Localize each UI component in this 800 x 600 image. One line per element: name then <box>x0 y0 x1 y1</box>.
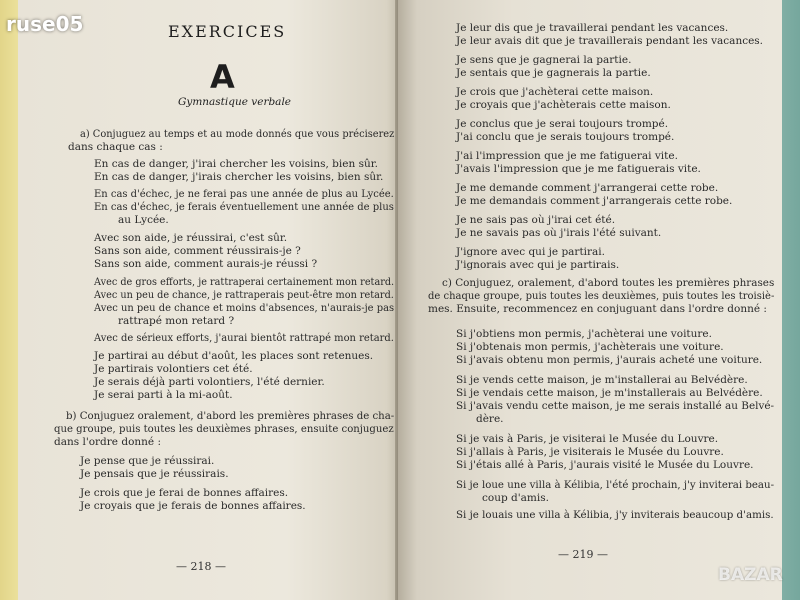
text-line: J'avais l'impression que je me fatiguerais vite. <box>456 163 701 175</box>
text-line: dère. <box>476 413 504 425</box>
text-line: Avec un peu de chance, je rattraperais peut-être mon retard. <box>94 289 394 301</box>
text-line: J'ignore avec qui je partirai. <box>456 246 605 258</box>
text-line: Je partirais volontiers cet été. <box>94 363 253 375</box>
text-line: Je croyais que je ferais de bonnes affaires. <box>80 500 306 512</box>
text-line: Si je vendais cette maison, je m'installerais au Belvédère. <box>456 387 763 399</box>
text-line: c) Conjuguez, oralement, d'abord toutes les premières phrases <box>442 277 775 289</box>
text-line: dans l'ordre donné : <box>54 436 162 448</box>
text-line: Je leur avais dit que je travaillerais pendant les vacances. <box>456 35 764 47</box>
text-line: Je croyais que j'achèterais cette maison. <box>456 99 671 111</box>
text-line: Je crois que je ferai de bonnes affaires. <box>80 487 289 499</box>
page-number: — 218 — <box>176 560 226 573</box>
text-line: En cas de danger, j'irais chercher les voisins, bien sûr. <box>94 171 384 183</box>
text-line: de chaque groupe, puis toutes les deuxièmes, puis toutes les troisiè- <box>428 290 775 302</box>
text-line: Je conclus que je serai toujours trompé. <box>456 118 669 130</box>
text-line: Je serai parti à la mi-août. <box>94 389 233 401</box>
section-subtitle: Gymnastique verbale <box>178 96 292 108</box>
page-title: EXERCICES <box>168 22 287 41</box>
text-line: Avec de gros efforts, je rattraperai certainement mon retard. <box>94 276 395 288</box>
text-line: Je me demande comment j'arrangerai cette robe. <box>456 182 719 194</box>
text-line: Si je vais à Paris, je visiterai le Musée du Louvre. <box>456 433 719 445</box>
left-page <box>18 0 402 600</box>
text-line: J'ai conclu que je serais toujours trompé. <box>456 131 675 143</box>
text-line: J'ignorais avec qui je partirais. <box>456 259 620 271</box>
text-line: En cas d'échec, je ferais éventuellement une année de plus <box>94 201 394 213</box>
text-line: Si j'étais allé à Paris, j'aurais visité le Musée du Louvre. <box>456 459 754 471</box>
watermark-brand: BAZAR <box>718 565 783 585</box>
watermark-logo: ruse05 <box>6 12 84 36</box>
text-line: au Lycée. <box>118 214 169 226</box>
text-line: que groupe, puis toutes les deuxièmes phrases, ensuite conjuguez <box>54 423 394 435</box>
text-line: J'ai l'impression que je me fatiguerai vite. <box>456 150 678 162</box>
text-line: Je leur dis que je travaillerai pendant les vacances. <box>456 22 729 34</box>
text-line: Je partirai au début d'août, les places sont retenues. <box>94 350 374 362</box>
text-line: Je serais déjà parti volontiers, l'été dernier. <box>94 376 325 388</box>
text-line: Je sentais que je gagnerais la partie. <box>456 67 651 79</box>
text-line: Sans son aide, comment aurais-je réussi ? <box>94 258 318 270</box>
text-line: rattrapé mon retard ? <box>118 315 235 327</box>
text-line: Avec son aide, je réussirai, c'est sûr. <box>94 232 288 244</box>
text-line: Si je loue une villa à Kélibia, l'été prochain, j'y inviterai beau- <box>456 479 775 491</box>
text-line: Je sens que je gagnerai la partie. <box>456 54 632 66</box>
text-line: Je pensais que je réussirais. <box>80 468 229 480</box>
text-line: Avec de sérieux efforts, j'aurai bientôt rattrapé mon retard. <box>94 332 394 344</box>
text-line: Si j'obtenais mon permis, j'achèterais une voiture. <box>456 341 724 353</box>
text-line: En cas d'échec, je ne ferai pas une année de plus au Lycée. <box>94 188 394 200</box>
text-line: Si j'avais obtenu mon permis, j'aurais acheté une voiture. <box>456 354 763 366</box>
text-line: Je pense que je réussirai. <box>80 455 215 467</box>
text-line: En cas de danger, j'irai chercher les voisins, bien sûr. <box>94 158 378 170</box>
text-line: Si j'obtiens mon permis, j'achèterai une voiture. <box>456 328 712 340</box>
text-line: Je crois que j'achèterai cette maison. <box>456 86 654 98</box>
text-line: coup d'amis. <box>482 492 549 504</box>
text-line: Si j'avais vendu cette maison, je me serais installé au Belvé- <box>456 400 775 412</box>
text-line: Je me demandais comment j'arrangerais cette robe. <box>456 195 733 207</box>
section-letter: A <box>210 58 235 96</box>
text-line: Je ne savais pas où j'irais l'été suivant. <box>456 227 662 239</box>
text-line: Avec un peu de chance et moins d'absences, n'aurais-je pas <box>94 302 395 314</box>
text-line: Si je vends cette maison, je m'installerai au Belvédère. <box>456 374 748 386</box>
text-line: Si je louais une villa à Kélibia, j'y inviterais beaucoup d'amis. <box>456 509 774 521</box>
text-line: b) Conjuguez oralement, d'abord les premières phrases de cha- <box>66 410 395 422</box>
text-line: Je ne sais pas où j'irai cet été. <box>456 214 616 226</box>
text-line: dans chaque cas : <box>68 141 163 153</box>
right-page <box>398 0 782 600</box>
page-number: — 219 — <box>558 548 608 561</box>
text-line: Si j'allais à Paris, je visiterais le Musée du Louvre. <box>456 446 724 458</box>
text-line: a) Conjuguez au temps et au mode donnés que vous préciserez <box>80 128 395 140</box>
text-line: mes. Ensuite, recommencez en conjuguant dans l'ordre donné : <box>428 303 767 315</box>
text-line: Sans son aide, comment réussirais-je ? <box>94 245 301 257</box>
